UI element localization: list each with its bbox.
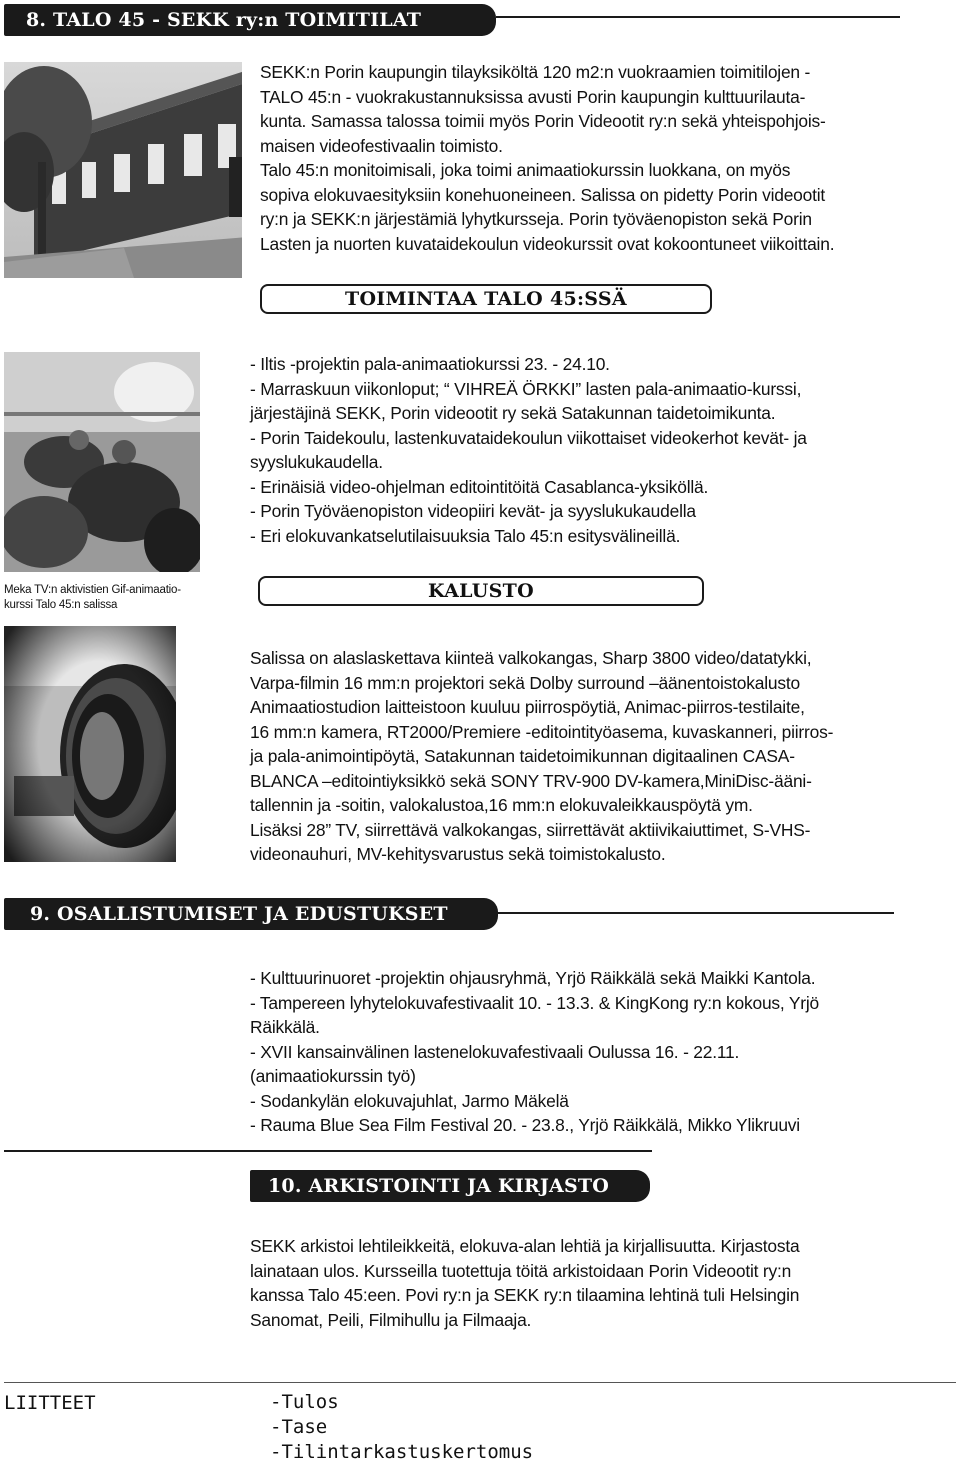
kalusto-line: ja pala-animointipöytä, Satakunnan taidetoimikunnan digitaalinen CASA-: [250, 746, 795, 766]
intro-line: Lasten ja nuorten kuvataidekoulun videokurssit ovat kokoontuneet viikoittain.: [260, 233, 835, 254]
house-photo: [4, 62, 248, 278]
toiminta-line: - Eri elokuvankatselutilaisuuksia Talo 45:n esitysvälineillä.: [250, 525, 681, 546]
caption-line: Meka TV:n aktivistien Gif-animaatio-: [4, 584, 181, 596]
toiminta-line: - Marraskuun viikonloput; “ VIHREÄ ÖRKKI” lasten pala-animaatio-kurssi,: [250, 378, 802, 399]
attachment-item: -Tase: [270, 1416, 328, 1438]
kalusto-heading: KALUSTO: [258, 576, 704, 606]
archive-line: lainataan ulos. Kursseilla tuotettuja töitä arkistoidaan Porin Videootit ry:n: [250, 1260, 792, 1281]
participation-line: - Rauma Blue Sea Film Festival 20. - 23.8., Yrjö Räikkälä, Mikko Ylikruuvi: [250, 1115, 800, 1135]
attachment-item: -Tilintarkastuskertomus: [270, 1441, 534, 1463]
toiminta-line: - Erinäisiä video-ohjelman editointitöitä Casablanca-yksiköllä.: [250, 476, 709, 497]
archive-line: SEKK arkistoi lehtileikkeitä, elokuva-alan lehtiä ja kirjallisuutta. Kirjastosta: [250, 1236, 800, 1256]
toiminta-line: syyslukukaudella.: [250, 452, 383, 472]
intro-line: maisen videofestivaalin toimisto.: [260, 135, 503, 156]
caption-line: kurssi Talo 45:n salissa: [4, 598, 118, 611]
toiminta-line: - Porin Työväenopiston videopiiri kevät- ja syyslukukaudella: [250, 501, 696, 521]
toiminta-line: - Iltis -projektin pala-animaatiokurssi 23. - 24.10.: [250, 354, 610, 374]
participation-line: - Tampereen lyhytelokuvafestivaalit 10. - 13.3. & KingKong ry:n kokous, Yrjö: [250, 992, 819, 1013]
toiminta-line: järjestäjinä SEKK, Porin videootit ry sekä Satakunnan taidetoimikunta.: [250, 403, 776, 423]
camera-lens-photo: [4, 626, 176, 862]
section-8-heading: 8. TALO 45 - SEKK ry:n TOIMITILAT: [4, 4, 496, 36]
intro-line: SEKK:n Porin kaupungin tilayksiköltä 120 m2:n vuokraamien toimitilojen -: [260, 62, 811, 82]
intro-line: ry:n ja SEKK:n järjestämiä lyhytkursseja. Porin työväenopiston sekä Porin: [260, 209, 812, 229]
kalusto-line: Lisäksi 28” TV, siirrettävä valkokangas, siirrettävät aktiivikaiuttimet, S-VHS-: [250, 819, 811, 840]
section-8-intro: [260, 60, 920, 256]
archive-line: Sanomat, Peili, Filmihullu ja Filmaaja.: [250, 1309, 532, 1330]
attachments-list: [270, 1390, 533, 1465]
animation-workshop-photo: [4, 352, 200, 572]
section-10-rule: [4, 1150, 652, 1152]
participation-line: Räikkälä.: [250, 1017, 320, 1037]
section-10-text: [250, 1234, 940, 1332]
participation-line: (animaatiokurssin työ): [250, 1066, 416, 1086]
kalusto-line: videonauhuri, MV-kehitysvarustus sekä toimistokalusto.: [250, 844, 666, 864]
kalusto-line: Salissa on alaslaskettava kiinteä valkokangas, Sharp 3800 video/datatykki,: [250, 648, 812, 668]
footer-rule: [4, 1382, 956, 1383]
section-8-rule: [496, 16, 900, 18]
archive-line: kanssa Talo 45:een. Povi ry:n ja SEKK ry:n tilaamina lehtinä tuli Helsingin: [250, 1285, 800, 1305]
participation-line: - XVII kansainvälinen lastenelokuvafestivaali Oulussa 16. - 22.11.: [250, 1041, 740, 1062]
attachments-label: LIITTEET: [4, 1392, 96, 1414]
section-9-heading: 9. OSALLISTUMISET JA EDUSTUKSET: [4, 898, 498, 930]
attachment-item: -Tulos: [270, 1391, 339, 1413]
section-9-rule: [498, 912, 894, 914]
intro-line: sopiva elokuvaesityksiin konehuoneineen. Salissa on pidetty Porin videootit: [260, 184, 826, 205]
section-9-list: [250, 966, 940, 1138]
kalusto-line: BLANCA –editointiyksikkö sekä SONY TRV-900 DV-kamera,MiniDisc-ääni-: [250, 770, 812, 791]
toiminta-list: [250, 352, 930, 548]
kalusto-text: [250, 646, 940, 867]
kalusto-line: Varpa-filmin 16 mm:n projektori sekä Dolby surround –äänentoistokalusto: [250, 672, 800, 693]
workshop-photo-caption: [4, 583, 181, 612]
kalusto-line: Animaatiostudion laitteistoon kuuluu piirrospöytiä, Animac-piirros-testilaite,: [250, 697, 805, 717]
intro-line: Talo 45:n monitoimisali, joka toimi animaatiokurssin luokkana, on myös: [260, 160, 791, 180]
kalusto-line: 16 mm:n kamera, RT2000/Premiere -editointityöasema, kuvaskanneri, piirros-: [250, 721, 834, 742]
intro-line: kunta. Samassa talossa toimii myös Porin Videootit ry:n sekä yhteispohjois-: [260, 111, 826, 131]
toiminta-heading: TOIMINTAA TALO 45:SSÄ: [260, 284, 712, 314]
toiminta-line: - Porin Taidekoulu, lastenkuvataidekoulun viikottaiset videokerhot kevät- ja: [250, 427, 807, 448]
participation-line: - Sodankylän elokuvajuhlat, Jarmo Mäkelä: [250, 1090, 569, 1111]
participation-line: - Kulttuurinuoret -projektin ohjausryhmä, Yrjö Räikkälä sekä Maikki Kantola.: [250, 968, 816, 988]
intro-line: TALO 45:n - vuokrakustannuksissa avusti Porin kaupungin kulttuurilauta-: [260, 86, 806, 107]
kalusto-line: tallennin ja -soitin, valokalustoa,16 mm:n elokuvaleikkauspöytä ym.: [250, 795, 753, 815]
section-10-heading: 10. ARKISTOINTI JA KIRJASTO: [250, 1170, 650, 1202]
